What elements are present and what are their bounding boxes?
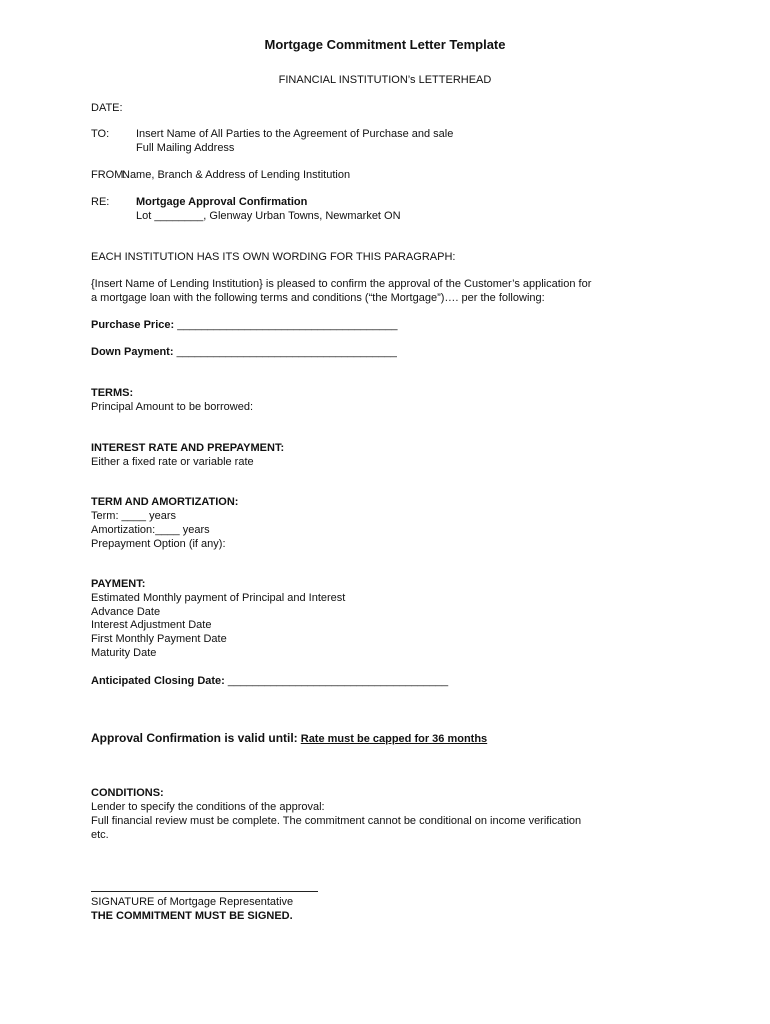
re-lot: Lot ________, Glenway Urban Towns, Newmarket ON (136, 210, 401, 222)
purchase-price-blank: ____________________________________ (177, 319, 398, 331)
document-title: Mortgage Commitment Letter Template (264, 37, 506, 52)
from-value: Name, Branch & Address of Lending Institution (122, 169, 351, 181)
re-subject: Mortgage Approval Confirmation (136, 196, 308, 208)
approval-validity-label: Approval Confirmation is valid until: (91, 731, 298, 745)
to-label: TO: (91, 128, 110, 140)
payment-maturity-date: Maturity Date (91, 647, 157, 659)
conditions-line-2: Full financial review must be complete. The commitment cannot be conditional on income verification (91, 815, 582, 827)
intro-line-2: a mortgage loan with the following terms and conditions (“the Mortgage”)…. per the following: (91, 292, 545, 304)
interest-rate-type: Either a fixed rate or variable rate (91, 456, 254, 468)
signature-note: THE COMMITMENT MUST BE SIGNED. (91, 910, 293, 922)
term-amort-heading: TERM AND AMORTIZATION: (91, 496, 239, 508)
signature-line (91, 891, 318, 892)
terms-principal: Principal Amount to be borrowed: (91, 401, 254, 413)
to-parties: Insert Name of All Parties to the Agreement of Purchase and sale (136, 128, 454, 140)
date-label: DATE: (91, 102, 123, 114)
purchase-price-row (91, 318, 397, 332)
payment-monthly: Estimated Monthly payment of Principal and Interest (91, 592, 346, 604)
term-years: Term: ____ years (91, 510, 176, 522)
signature-label: SIGNATURE of Mortgage Representative (91, 896, 294, 908)
amortization-years: Amortization:____ years (91, 524, 210, 536)
closing-date-row (91, 674, 448, 688)
letterhead-placeholder: FINANCIAL INSTITUTION’s LETTERHEAD (278, 74, 492, 86)
re-label: RE: (91, 196, 110, 208)
down-payment-row (91, 345, 397, 359)
to-address: Full Mailing Address (136, 142, 235, 154)
payment-heading: PAYMENT: (91, 578, 146, 590)
approval-validity-value: Rate must be capped for 36 months (300, 733, 488, 745)
prepayment-option: Prepayment Option (if any): (91, 538, 226, 550)
intro-line-1: {Insert Name of Lending Institution} is pleased to confirm the approval of the Customer’s application for (91, 278, 592, 290)
conditions-line-1: Lender to specify the conditions of the approval: (91, 801, 325, 813)
terms-heading: TERMS: (91, 387, 134, 399)
down-payment-blank: ____________________________________ (176, 346, 397, 358)
from-label: FROM: (91, 169, 127, 181)
interest-heading: INTEREST RATE AND PREPAYMENT: (91, 442, 285, 454)
payment-interest-adjustment: Interest Adjustment Date (91, 619, 212, 631)
wording-note: EACH INSTITUTION HAS ITS OWN WORDING FOR THIS PARAGRAPH: (91, 251, 456, 263)
conditions-heading: CONDITIONS: (91, 787, 164, 799)
closing-date-blank: ____________________________________ (227, 675, 449, 687)
approval-validity-row (91, 731, 487, 746)
down-payment-label: Down Payment: (91, 346, 174, 358)
payment-first-monthly: First Monthly Payment Date (91, 633, 227, 645)
conditions-line-3: etc. (91, 829, 109, 841)
closing-date-label: Anticipated Closing Date: (91, 675, 225, 687)
payment-advance-date: Advance Date (91, 606, 161, 618)
purchase-price-label: Purchase Price: (91, 319, 175, 331)
